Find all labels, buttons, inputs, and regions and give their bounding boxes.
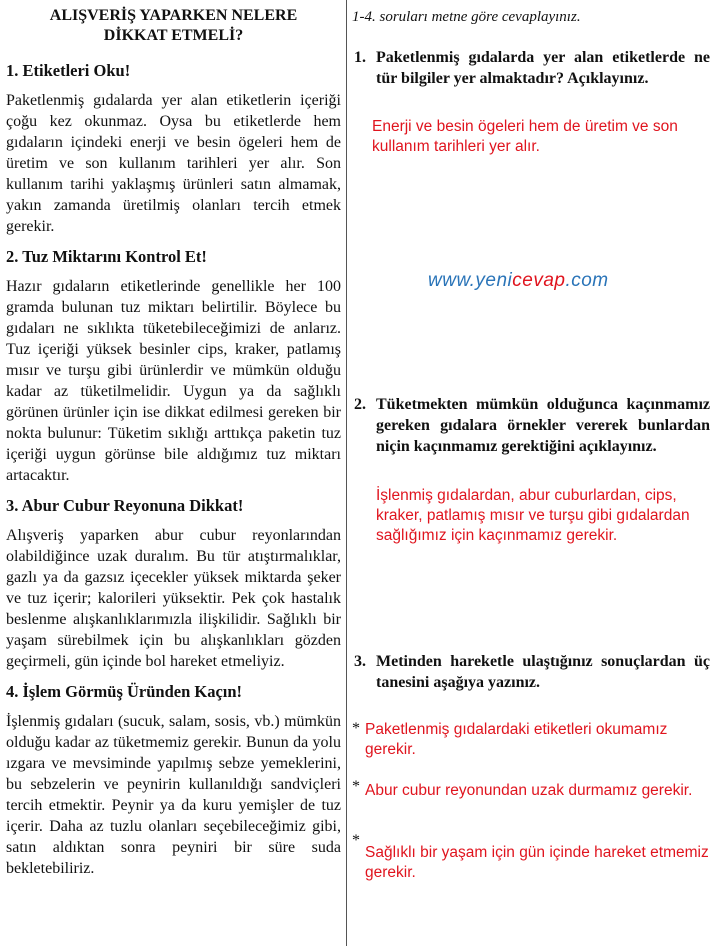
question-1 xyxy=(352,47,710,89)
section-1-body: Paketlenmiş gıdalarda yer alan etiketlerin içeriği çoğu kez okunmaz. Oysa bu etiketlerde hem gıdaların içindeki enerji ve besin ögeleri hem de üretim ve son kullanım tarihleri yer alır. Son kullanım tarihi yaklaşmış ürünleri satın almamak, yakın zamanda üretilmiş olanları tercih etmek gerekir. xyxy=(6,92,341,235)
section-4-heading: 4. İşlem Görmüş Üründen Kaçın! xyxy=(6,682,243,701)
column-divider xyxy=(346,0,347,946)
instruction-text: 1-4. soruları metne göre cevaplayınız. xyxy=(352,9,581,25)
question-2-text: Tüketmekten mümkün olduğunca kaçınmamız gereken gıdalara örnekler vererek bunlardan niçin kaçınmamız gerektiğini açıklayınız. xyxy=(376,396,710,455)
title-line-2: DİKKAT ETMELİ? xyxy=(103,27,244,44)
answer-2: İşlenmiş gıdalardan, abur cuburlardan, cips, kraker, patlamış mısır ve turşu gibi gıdalardan sağlığımız için kaçınmamız gerekir. xyxy=(376,487,690,544)
question-3-number: 3. xyxy=(354,653,366,670)
watermark-part-1: www.yeni xyxy=(428,270,513,291)
watermark xyxy=(428,270,609,292)
question-1-text: Paketlenmiş gıdalarda yer alan etiketlerde ne tür bilgiler yer almaktadır? Açıklayınız. xyxy=(376,49,710,87)
section-3-heading: 3. Abur Cubur Reyonuna Dikkat! xyxy=(6,496,244,515)
watermark-part-2: cevap xyxy=(512,270,566,291)
answer-3-item-3: Sağlıklı bir yaşam için gün içinde hareket etmemiz gerekir. xyxy=(365,844,709,881)
watermark-part-3: .com xyxy=(565,270,609,291)
question-2-number: 2. xyxy=(354,396,366,413)
section-2-heading: 2. Tuz Miktarını Kontrol Et! xyxy=(6,247,207,266)
question-3 xyxy=(352,651,710,693)
section-1-heading: 1. Etiketleri Oku! xyxy=(6,61,131,80)
reading-text-column xyxy=(6,6,341,888)
bullet-icon-2: * xyxy=(352,778,360,795)
title-line-1: ALIŞVERİŞ YAPARKEN NELERE xyxy=(49,7,298,24)
question-1-number: 1. xyxy=(354,49,366,66)
section-2-body: Hazır gıdaların etiketlerinde genellikle her 100 gramda bulunan tuz miktarı belirtilir. Böylece bu gıdaları ne sıklıkta tüketebileceğimizi de anlarız. Tuz içeriği yüksek besinler cips, kraker, patlamış mısır ve turşu gibi ürünlerdir ve mümkün olduğu kadar az tüketilmelidir. Uygun ya da sağlıklı görünen ürünler için ise dikkat edilmesi gereken bir nokta bulunur: Tüketim sıklığı arttıkça paketin tuz içeriği uygun görünse bile aldığımız tuz miktarı artacaktır. xyxy=(6,278,341,484)
text-title xyxy=(6,6,341,46)
answer-3-item-2: Abur cubur reyonundan uzak durmamız gerekir. xyxy=(365,782,693,799)
section-3-body: Alışveriş yaparken abur cubur reyonlarından olabildiğince uzak duralım. Bu tür atıştırmalıklar, gazlı ya da gazsız içecekler yüksek miktarda şeker ve tuz içerir; kalorileri yüksektir. Pek çok hastalık beslenme alışkanlıklarımızla ilişkilidir. Sağlıklı bir yaşam sürebilmek için bu alışkanlıkları gözden geçirmeli, gün içinde bol hareket etmeliyiz. xyxy=(6,527,341,670)
section-4-body: İşlenmiş gıdaları (sucuk, salam, sosis, vb.) mümkün olduğu kadar az tüketmemiz gerekir. Bunun da yolu ızgara ve mevsiminde yapılmış sebze yemeklerini, bu sebzelerin ve peynirin kullanıldığı sandviçleri tercih etmektir. Peynir ya da kuru yemişler de tuz içerir. Daha az tuzlu olanları seçebileceğimiz gibi, satın aldıktan sonra peyniri bir süre suda bekletebiliriz. xyxy=(6,713,341,877)
bullet-icon-3: * xyxy=(352,832,360,849)
question-2 xyxy=(352,394,710,457)
answer-1: Enerji ve besin ögeleri hem de üretim ve son kullanım tarihleri yer alır. xyxy=(372,118,678,155)
question-3-text: Metinden hareketle ulaştığınız sonuçlardan üç tanesini aşağıya yazınız. xyxy=(376,653,710,691)
answer-3-item-1: Paketlenmiş gıdalardaki etiketleri okumamız gerekir. xyxy=(365,721,668,758)
bullet-icon-1: * xyxy=(352,720,360,737)
